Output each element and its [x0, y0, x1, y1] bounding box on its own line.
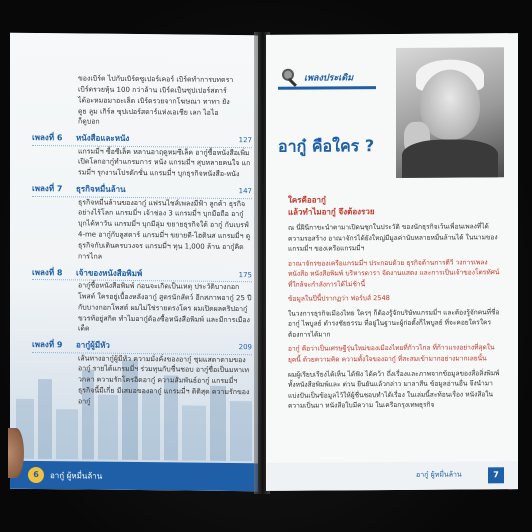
section-badge — [278, 64, 378, 91]
toc-intro-line: ดูย ลูม เกิร์ล ซุปเปอร์สตาร์แห่งเอเชีย เลก ไอไอ — [78, 106, 219, 117]
toc-entry-title: เจ้าของหนังสือพิมพ์ — [76, 267, 143, 278]
toc-entry-title: หนังสือและหนัง — [76, 133, 130, 144]
toc-entry-title: อากู๋ผู้มีหัว — [76, 340, 110, 350]
toc-entry-6 — [32, 132, 252, 180]
toc-entry-page: 147 — [238, 187, 252, 196]
toc-entry-number: เพลงที่ 9 — [32, 340, 63, 350]
toc-entry-number: เพลงที่ 8 — [32, 267, 63, 277]
open-book — [8, 28, 524, 498]
toc-intro-line: ได้อะหมอมาอะเล็ต เบิร์ดรวยจากโฆษณา ทาทา ยัง — [78, 96, 230, 106]
toc-entry-number: เพลงที่ 7 — [32, 184, 63, 194]
portrait-body — [402, 139, 498, 178]
toc-entry-description: แกรมมี่ฯ ซื้อซีเล็ค หลานอาฤดูหมซีเล็ค อากู๋ซื้อหนังสือเพิ่ม เปิดโลกอากู๋ทำแกรมการ หนัง แกรมมี่ฯ สุบหลายคนใจ แกรมมี่ฯ รุกงานโปรดักชั่น แกรมมี่ฯ บุกธุรกิจหนังสือ-หนัง — [78, 147, 251, 179]
holding-thumb — [8, 428, 24, 478]
body-paragraph: ในวงการธุรกิจเมืองไทย ใครๆ ก็ต้องรู้จักบริษัทแกรมมี่ฯ และต้องรู้จักคนที่ชื่อ อากู๋ ไพบูลย์ ดำรงชัยธรรม ที่อยู่ในฐานะผู้ก่อตั้งก็ไพบูลย์ ที่จะคอยใครใครต้องการได้มาก — [288, 308, 500, 339]
body-paragraph: ข้อมูลในปีนี้ปรากฏว่า ฟอร์บส์ 2548 — [288, 294, 390, 304]
toc-intro — [32, 73, 252, 130]
toc-entry-8 — [32, 267, 252, 337]
left-page — [10, 33, 258, 492]
body-paragraph: อากู๋ คือว่าเป็นเศรษฐีรุ่นใหม่ของเมืองไทยที่ก้าวไกล ที่ก้าวแรงอย่างที่สุดในยุคนี้ ด้วยความคิด ความตั้งใจของอากู๋ ที่สะสมเข้ามากอย่างมากเลยนั้น — [288, 343, 495, 364]
left-page-number: 6 — [28, 467, 44, 483]
chapter-body — [288, 221, 502, 415]
toc-intro-line: เบิร์ดรวยหุ้น 100 กว่าล้าน เบิร์ดเป็นซุปเปอร์สตาร์ — [78, 85, 227, 95]
section-label: เพลงประเดิม — [304, 73, 354, 84]
left-page-footer — [10, 461, 258, 492]
chapter-title: อากู๋ คือใคร ? — [278, 136, 375, 156]
microphone-icon — [280, 67, 302, 89]
right-page-number: 7 — [488, 467, 504, 483]
toc-entry-description: เส้นทางอากู๋ผู้มีหัว ความมั่งคั่งของอากู๋ ชุมแสดาตามของอากู๋ รายได้แกรมมี่ฯ ร่วมทุนกับชื่นชอบ อากู๋ชื่อเป็นมหาเทวกลา ความรักโครอิดอากู๋ ความสัมพันธ์อากู๋ แกรมมี่ฯ ธุรกิจนี้มีเกี่ย มีเสมอของอากู๋ แกรมมี่ฯ ติติสุด ความรักของอากู๋ — [78, 354, 250, 406]
portrait-photo — [396, 47, 504, 178]
toc-entry-7 — [32, 183, 252, 264]
toc-entry-page: 175 — [238, 270, 252, 279]
toc-entry-9 — [32, 339, 252, 409]
toc-entry-page: 209 — [238, 343, 252, 352]
right-page-footer — [266, 461, 518, 491]
subheading-line: ใครคืออากู๋ — [288, 195, 326, 205]
subheading-line: แล้วทำไมอากู๋ จึงต้องรวย — [288, 207, 375, 217]
toc-intro-line: ก็ดูบอก — [78, 117, 100, 127]
toc-entry-page: 127 — [238, 136, 252, 145]
toc-entry-number: เพลงที่ 6 — [32, 133, 63, 143]
body-paragraph: อาณาจักรของเครือแกรมมี่ฯ ประกอบด้วย ธุรกิจด้านการตีวี วงการเพลง หนังสือ หนังสือพิมพ์ บริหารดารา จัดงานแสดง และการเป็นเจ้าของโตรทัศน์ ที่ใกล้จะกำลังการได้ไม่ช้านี้ — [288, 257, 500, 289]
table-of-contents — [32, 73, 252, 409]
body-paragraph: ณ นี่ฝีนีกาขะนำตามาเปิดนชุกในประวัติ ของนักธุรกิจเว้นเพื่อนเพลงที่ได้ความรอสร้าง อาณาจักรได้ยังใหญ่มีมูลค่านับหลายหมื่นล้านได้ ในนามของแกรมมี่ฯ ของเครือแกรมมี่ฯ — [288, 222, 498, 253]
body-paragraph: ผมผู้เรียบเรียงได้เห็น ได้ฟัง ได้คว้า ถึ่งเรื่องและภาพจากข้อมูลของสื่อสิ่งพิมพ์ ทั้งหนังสือพิมพ์และ ต่วน ยืนยันแล้วกล่าว มาลาสีน ข้อมูลอ่านอื่น จึงนำมาแบ่งปันเป็นข้อมูลไว้ให้ผู้ชื่นชอบทำได้เรื่อง ในเล่มนี้สะท้อนเรื่อง หนังสือในความเป็นมา หนังสือใบมีความ ในเครือกรุงเทพธุรกิจ — [288, 368, 500, 410]
right-page — [266, 33, 518, 491]
chapter-subheading — [288, 194, 375, 219]
toc-intro-line: ของเบิร์ด ไปกับเบิร์ดซูเปอร์เคอร์ เบิร์ดทำการบทตรา — [78, 74, 234, 85]
right-page-running-title: อากู๋ ผู้หมื่นล้าน — [416, 470, 462, 479]
toc-entry-title: ธุรกิจหมื่นล้าน — [76, 184, 126, 195]
section-underline — [278, 86, 376, 90]
toc-entry-description: ธุรกิจหมื่นล้านของอากู๋ แฟรนไชส์เพลงมีฟ้า ลูกค้า ธุรกิจอย่างไร้โลก แกรมมี่ฯ เจ้าช่อง 3 แกรมมี่ฯ บุกมือถือ อากู๋บุกได้หาวัน แกรมมี่ฯ บุกมีลุ่ม ขยายธุรกิจใต้ อากู๋ กับเบรฟ์ 4-me อากู๋กับลูสตาร์ แกรมมี่ฯ ขยายดี-ไฮดินส แกรมมี่ฯ ดูธุรกิจกับเดินครบวงจร แกรมมี่ฯ ทุน 1,000 ล้าน อากู๋คิดการไกล — [78, 197, 251, 261]
left-page-running-title: อากู๋ ผู้หมื่นล้าน — [50, 471, 103, 481]
toc-entry-description: อากู๋ซื้อหนังสือพิมพ์ ก่อนจะเกิดเป็นเหตุ ประวัติบางกอกโพสต์ ใครอยู่เบื้องหลังอากู๋ สูตรนักสัตว์ อีกสภาพอากู๋ 25 ปีกับบางกอกโพสต์ ผมไม่ใช่รายตรงโคร ผมเปิดผลคริปอากู๋ ขวรท้อยู่สกิด ทำไมอากู๋ต้องซื้อหนังสือพิมพ์ และมีการเมืองเด็ด — [78, 281, 252, 333]
